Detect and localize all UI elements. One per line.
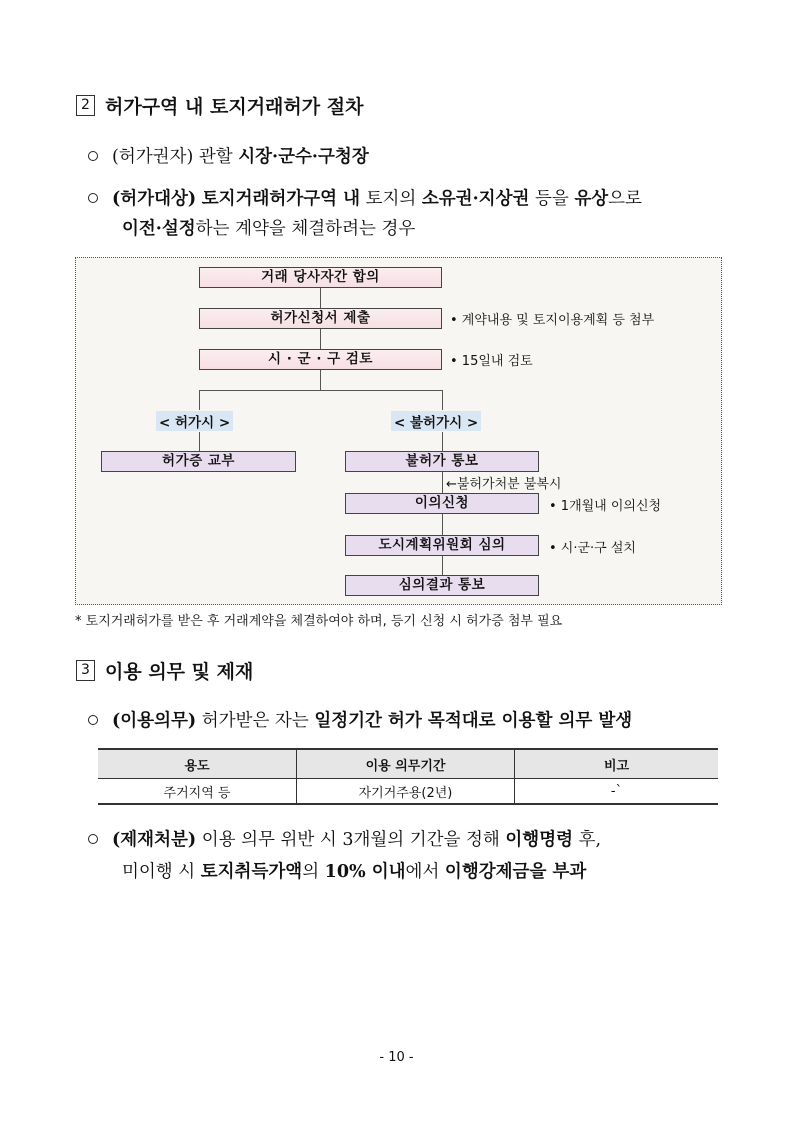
bullet-authority: (허가권자) 관할 시장·군수·구청장 (88, 143, 369, 168)
flow-step-application: 허가신청서 제출 (199, 308, 442, 329)
flow-step-review: 시 · 군 · 구 검토 (199, 349, 442, 370)
procedure-flowchart (75, 257, 722, 605)
table-header: 용도 (98, 749, 297, 779)
flow-deny-notice: 불허가 통보 (345, 451, 539, 472)
usage-duty-table (98, 748, 718, 805)
bullet-circle-icon (88, 834, 98, 844)
section-title: 허가구역 내 토지거래허가 절차 (105, 96, 364, 118)
bullet-target: (허가대상) 토지거래허가구역 내 토지의 소유권·지상권 등을 유상으로 (88, 185, 642, 210)
page-number: - 10 - (379, 1050, 414, 1065)
branch-deny-label: < 불허가시 > (391, 411, 481, 431)
bullet-usage-duty: (이용의무) 허가받은 자는 일정기간 허가 목적대로 이용할 의무 발생 (88, 707, 632, 732)
table-cell: 자기거주용(2년) (297, 779, 515, 805)
flow-committee-review: 도시계획위원회 심의 (345, 535, 539, 556)
flow-appeal-condition: ←불허가처분 불복시 (446, 477, 562, 492)
table-cell: 주거지역 등 (98, 779, 297, 805)
flow-committee-side-note: • 시·군·구 설치 (549, 541, 636, 556)
flow-step-agreement: 거래 당사자간 합의 (199, 267, 442, 288)
branch-permit-label: < 허가시 > (156, 411, 233, 431)
section-3-heading (76, 657, 253, 684)
flow-appeal-side-note: • 1개월내 이의신청 (549, 499, 662, 514)
section-number-box: 2 (76, 95, 95, 116)
bullet-target-cont: 이전·설정하는 계약을 체결하려는 경우 (122, 219, 416, 239)
table-row (98, 779, 718, 805)
footnote: * 토지거래허가를 받은 후 거래계약을 체결하여야 하며, 등기 신청 시 허가증 첨부 필요 (75, 614, 563, 629)
section-2-heading (76, 92, 363, 119)
flow-note-15days: • 15일내 검토 (450, 354, 533, 369)
flow-note-attachment: • 계약내용 및 토지이용계획 등 첨부 (450, 313, 655, 328)
table-cell: -` (515, 779, 719, 805)
section-title: 이용 의무 및 제재 (105, 661, 254, 683)
flow-permit-issue: 허가증 교부 (101, 451, 296, 472)
bullet-circle-icon (88, 715, 98, 725)
bullet-circle-icon (88, 193, 98, 203)
bullet-circle-icon (88, 151, 98, 161)
section-number-box: 3 (76, 660, 95, 681)
flow-result-notice: 심의결과 통보 (345, 575, 539, 596)
table-header: 이용 의무기간 (297, 749, 515, 779)
bullet-sanction-cont: 미이행 시 토지취득가액의 10% 이내에서 이행강제금을 부과 (122, 862, 587, 882)
flow-appeal: 이의신청 (345, 493, 539, 514)
table-header: 비고 (515, 749, 719, 779)
bullet-sanction: (제재처분) 이용 의무 위반 시 3개월의 기간을 정해 이행명령 후, (88, 826, 601, 851)
